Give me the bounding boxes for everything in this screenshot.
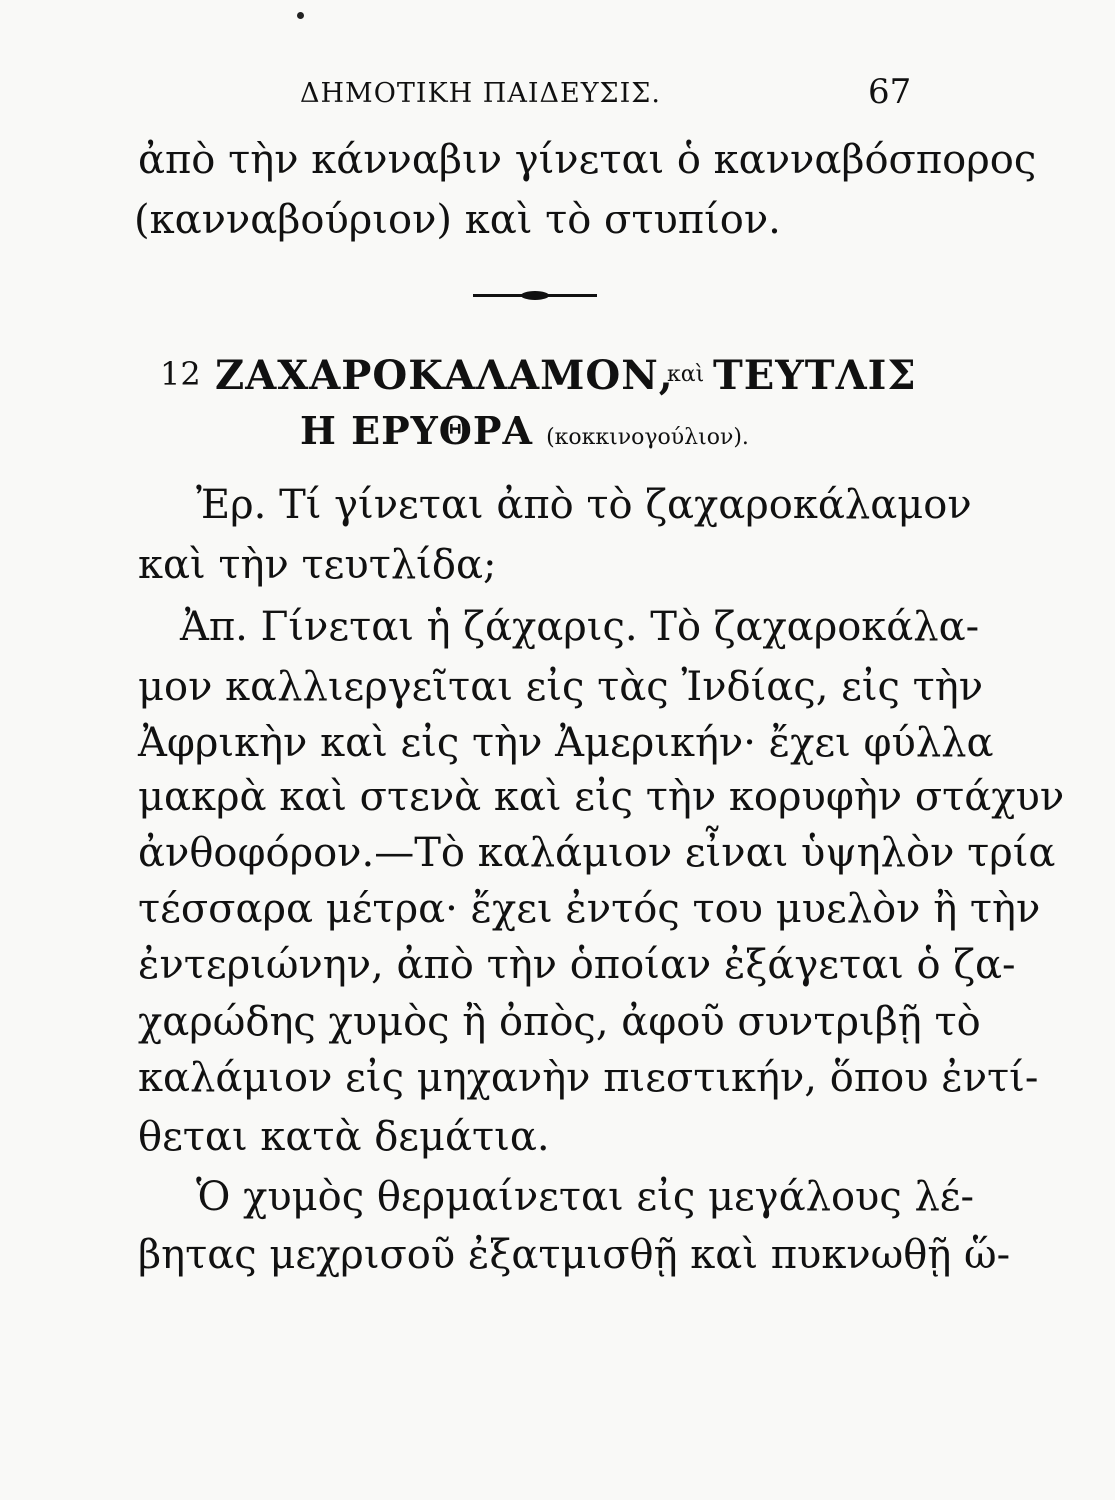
text-line: Ἐρ. Τί γίνεται ἀπὸ τὸ ζαχαροκάλαμον [196,482,972,528]
section-title: ΖΑΧΑΡΟΚΑΛΑΜΟΝ, [215,352,674,399]
section-divider-ornament [473,294,597,297]
text-line: Ὁ χυμὸς θερμαίνεται εἰς μεγάλους λέ- [196,1174,975,1220]
text-line: μον καλλιεργεῖται εἰς τὰς Ἰνδίας, εἰς τὴν [138,664,984,710]
section-subtitle: Η ΕΡΥΘΡΑ [300,408,533,453]
section-number: 12 [160,355,201,393]
text-line: (κανναβούριον) καὶ τὸ στυπίον. [134,197,781,243]
text-line: ἐντεριώνην, ἀπὸ τὴν ὁποίαν ἐξάγεται ὁ ζα- [138,942,1016,988]
text-line: χαρώδης χυμὸς ἢ ὀπὸς, ἀφοῦ συντριβῇ τὸ [138,999,981,1045]
text-line: Ἀφρικὴν καὶ εἰς τὴν Ἀμερικήν· ἔχει φύλλα [138,720,994,766]
section-conjunction: καὶ [667,362,705,387]
text-line: θεται κατὰ δεμάτια. [138,1114,550,1160]
section-title-second: ΤΕΥΤΛΙΣ [713,352,917,399]
text-line: τέσσαρα μέτρα· ἔχει ἐντός του μυελὸν ἢ τὴν [138,886,1041,932]
page-number: 67 [868,72,912,112]
running-title: ΔΗΜΟΤΙΚΗ ΠΑΙΔΕΥΣΙΣ. [300,78,661,109]
text-line: καλάμιον εἰς μηχανὴν πιεστικήν, ὅπου ἐντί- [138,1055,1039,1101]
text-line: ἀνθοφόρον.—Τὸ καλάμιον εἶναι ὑψηλὸν τρία [138,830,1056,876]
text-line: μακρὰ καὶ στενὰ καὶ εἰς τὴν κορυφὴν στάχυν [138,774,1065,820]
text-line: ἀπὸ τὴν κάνναβιν γίνεται ὁ κανναβόσπορος [138,137,1037,183]
text-line: βητας μεχρισοῦ ἐξατμισθῇ καὶ πυκνωθῇ ὥ- [138,1232,1011,1278]
ink-dot [297,12,304,19]
section-subtitle-note: (κοκκινογούλιον). [546,425,749,450]
text-line: Ἀπ. Γίνεται ἡ ζάχαρις. Τὸ ζαχαροκάλα- [180,604,980,650]
text-line: καὶ τὴν τευτλίδα; [138,542,497,588]
section-subtitle-line [300,408,749,453]
